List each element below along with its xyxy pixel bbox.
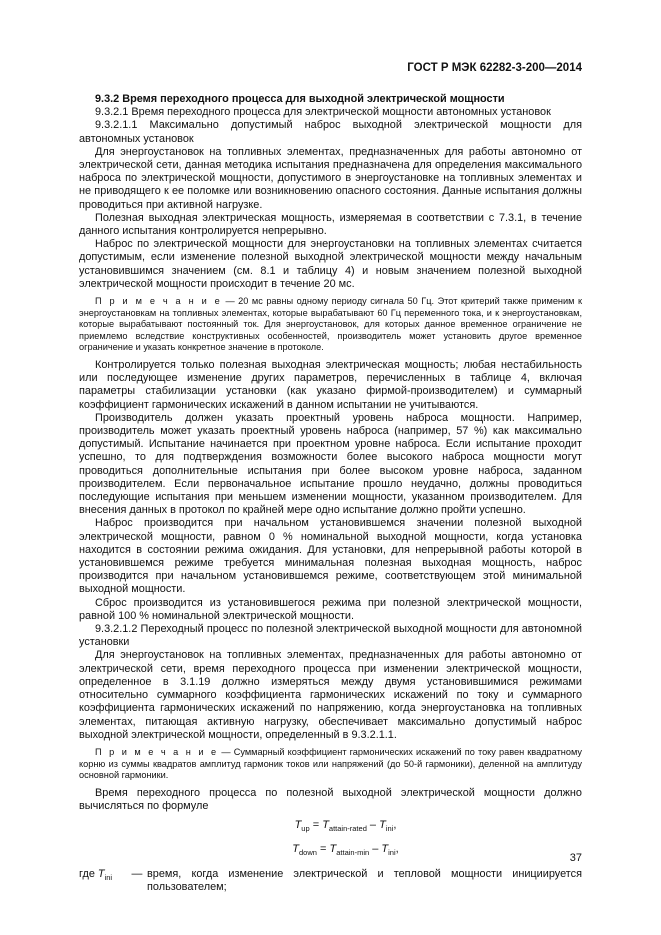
paragraph: 9.3.2.1.2 Переходный процесс по полезной электрической выходной мощности для автономной установки: [79, 623, 582, 649]
paragraph: Наброс по электрической мощности для энергоустановки на топливных элементах считается допустимым, если изменение полезной выходной электрической мощности между начальным установившимся значением (см. 8.1 и таблицу 4) и новым значением полезной выходной электрической мощности происходит в течение 20 мс.: [79, 238, 582, 290]
where-dash: —: [131, 867, 143, 880]
page-number: 37: [569, 852, 582, 864]
note-label: П р и м е ч а н и е: [95, 296, 222, 307]
paragraph: Контролируется только полезная выходная электрическая мощность; любая нестабильность или последующее изменение других параметров, перечисленных в таблице 4, включая параметры стабилизации установки (как указано фирмой-производителем) и суммарный коэффициент гармонических искажений в данном испытании не учитываются.: [79, 359, 582, 411]
formula-down: $T_{down} = T_{attain-min} - T_{ini}$,: [292, 843, 399, 858]
paragraph: Для энергоустановок на топливных элементах, предназначенных для работы автономно от электрической сети, данная методика испытания предназначена для определения максимального наброса по электрической мощности, допустимого в энергоустановке на топливных элементах и не приводящего к ее поломке или возникновению опасного состояния. Данные испытания должны проводиться при активной нагрузке.: [79, 145, 582, 211]
paragraph: Сброс производится из установившегося режима при полезной электрической мощности, равной 100 % номинальной электрической мощности.: [79, 596, 582, 622]
paragraph: 9.3.2.1.1 Максимально допустимый наброс выходной электрической мощности для автономных установок: [79, 119, 582, 145]
formula-block: [79, 819, 582, 860]
formula-up: $T_{up} = T_{attain-rated} - T_{ini}$,: [294, 819, 397, 834]
paragraph: 9.3.2.1 Время переходного процесса для электрической мощности автономных установок: [95, 106, 551, 119]
document-header: ГОСТ Р МЭК 62282-3-200—2014: [407, 62, 582, 74]
section-title: 9.3.2 Время переходного процесса для выходной электрической мощности: [95, 93, 505, 105]
paragraph: Время переходного процесса по полезной выходной электрической мощности должно вычисляться по формуле: [79, 786, 582, 812]
where-definition: [79, 868, 582, 894]
paragraph: Производитель должен указать проектный уровень наброса мощности. Например, производитель может указать проектный уровень наброса (например, 57 %) как максимально допустимый. Испытание начинается при проектном уровне наброса. Если испытание проходит успешно, то для подтверждения возможности более высокого наброса мощности могут проводиться дополнительные испытания при более высоком уровне наброса, заданном производителем. Если первоначальное испытание прошло неудачно, должны проводиться последующие испытания при меньшем изменении мощности, указанном производителем. Для внесения данных в протокол по крайней мере одно испытание должно пройти успешно.: [79, 411, 582, 517]
note: [79, 747, 582, 782]
page-content: [79, 93, 582, 894]
note-text: — 20 мс равны одному периоду сигнала 50 Гц. Этот критерий также применим к энергоустановкам на топливных элементах, которые вырабатывают 60 Гц переменного тока, и к энергоустановкам, которые вырабатывают постоянный ток. Для энергоустановок, для которых данное временное ограничение не приемлемо вследствие конструктивных особенностей, производитель может установить другое временное ограничение и указать конкретное значение в протоколе.: [79, 296, 582, 353]
paragraph: Для энергоустановок на топливных элементах, предназначенных для работы автономно от электрической сети, время переходного процесса при изменении электрической мощности, определенное в 3.1.19 должно измеряться между двумя установившимися режимами относительно суммарного коэффициента гармонических искажений по току и суммарного коэффициента гармонических искажений по напряжению, когда энергоустановка на топливных элементах, питающая активную нагрузку, обеспечивает максимально допустимый наброс выходной электрической мощности, определенный в 9.3.2.1.1.: [79, 649, 582, 741]
note: [79, 296, 582, 354]
where-text: время, когда изменение электрической и тепловой мощности инициируется пользователем;: [147, 867, 582, 894]
note-label: П р и м е ч а н и е: [95, 746, 219, 757]
paragraph: Наброс производится при начальном установившемся значении полезной выходной электрической мощности, равном 0 % номинальной выходной мощности, когда установка находится в состоянии режима ожидания. Для установки, для непрерывной работы которой в установившемся режиме требуется минимальная полезная выходная мощность, наброс производится при начальном установившемся режиме, соответствующем этой минимальной выходной мощности.: [79, 517, 582, 596]
where-symbol: где $T_{ini}$: [79, 867, 113, 883]
note-text: — Суммарный коэффициент гармонических искажений по току равен квадратному корню из суммы квадратов амплитуд гармоник токов или напряжений (до 50-й гармоники), деленной на амплитуду основной гармоники.: [79, 746, 582, 781]
paragraph: Полезная выходная электрическая мощность, измеряемая в соответствии с 7.3.1, в течение данного испытания контролируется непрерывно.: [79, 211, 582, 238]
